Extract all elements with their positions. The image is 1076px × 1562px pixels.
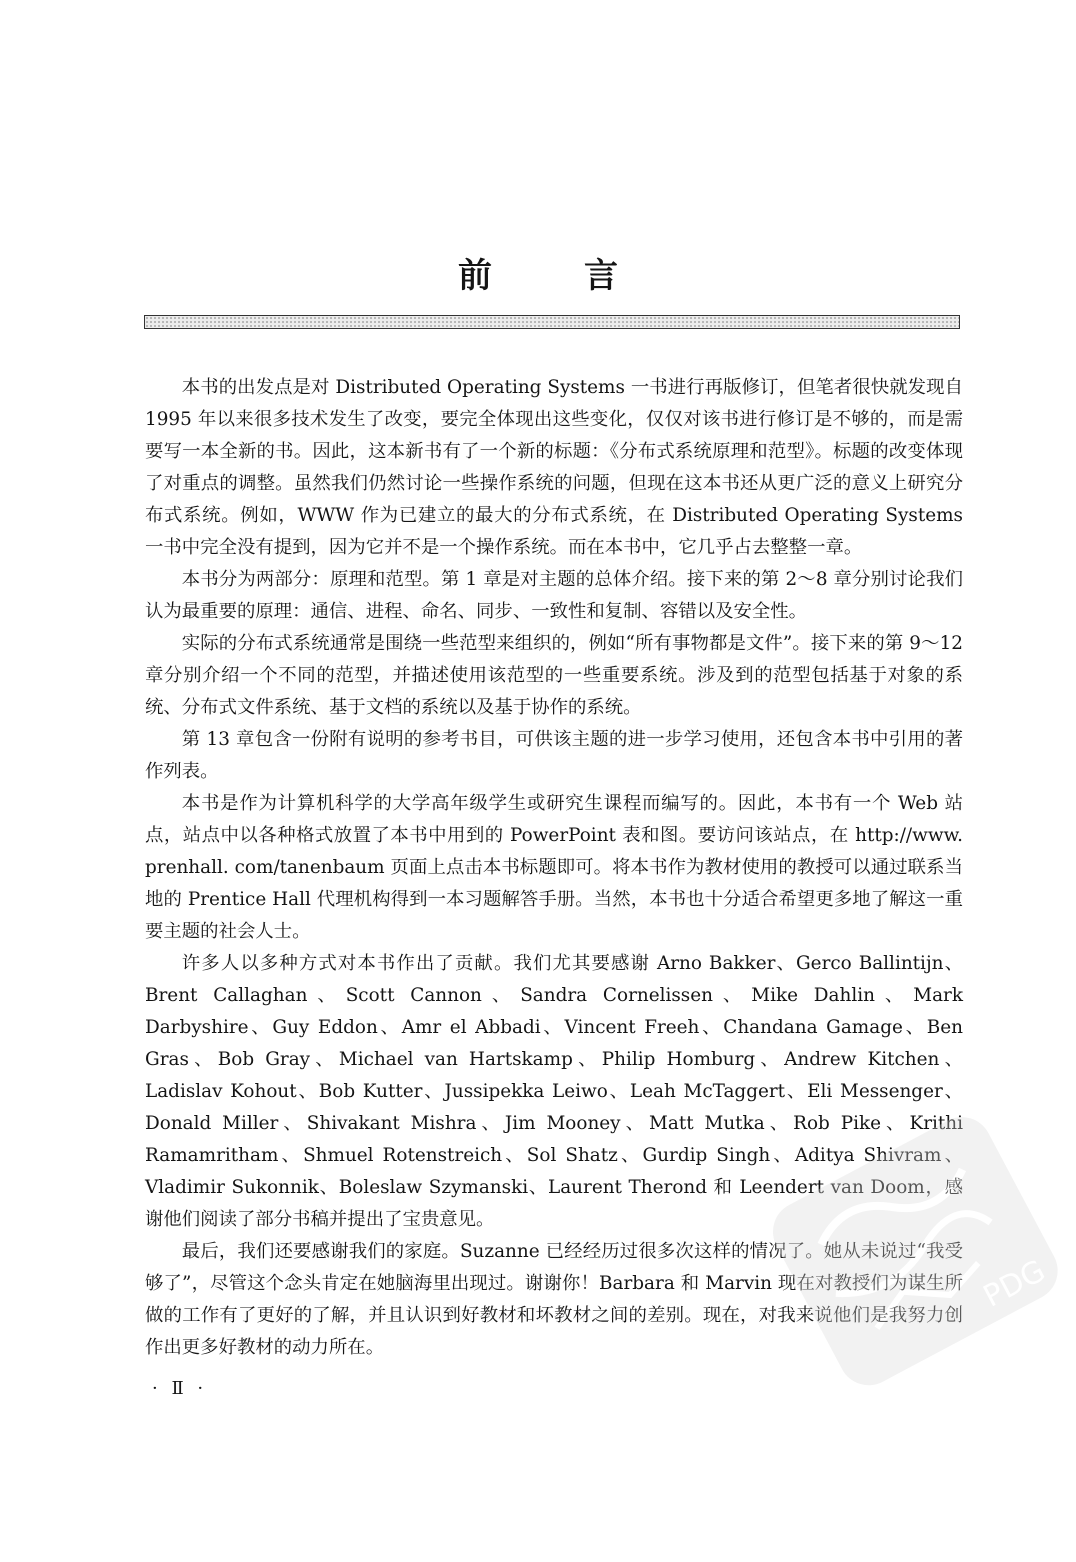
paragraph-1: 本书的出发点是对 Distributed Operating Systems 一书进行再版修订，但笔者很快就发现自 1995 年以来很多技术发生了改变，要完全体现出这些变化，仅仅对该书进行修订是不够的，而是需要写一本全新的书。因此，这本新书有了一个新的标题：《分布式系统原理和范型》。标题的改变体现了对重点的调整。虽然我们仍然讨论一些操作系统的问题，但现在这本书还从更广泛的意义上研究分布式系统。例如，WWW 作为已建立的最大的分布式系统，在 Distributed Operating Systems 一书中完全没有提到，因为它并不是一个操作系统。而在本书中，它几乎占去整整一章。 <box>145 377 963 558</box>
paragraph-2: 本书分为两部分：原理和范型。第 1 章是对主题的总体介绍。接下来的第 2～8 章分别讨论我们认为最重要的原理：通信、进程、命名、同步、一致性和复制、容错以及安全性。 <box>145 569 963 622</box>
page-title <box>0 248 1076 297</box>
page-number: · Ⅱ · <box>152 1378 208 1399</box>
paragraph-5: 本书是作为计算机科学的大学高年级学生或研究生课程而编写的。因此，本书有一个 Web 站点，站点中以各种格式放置了本书中用到的 PowerPoint 表和图。要访问该站点，在 http://www. prenhall. com/tanenbaum 页面上点击本书标题即可。将本书作为教材使用的教授可以通过联系当地的 Prentice Hall 代理机构得到一本习题解答手册。当然，本书也十分适合希望更多地了解这一重要主题的社会人士。 <box>145 793 963 942</box>
paragraph-6: 许多人以多种方式对本书作出了贡献。我们尤其要感谢 Arno Bakker、Gerco Ballintijn、Brent Callaghan、Scott Cannon、Sandra Cornelissen、Mike Dahlin、Mark Darbyshire、Guy Eddon、Amr el Abbadi、Vincent Freeh、Chandana Gamage、Ben Gras、Bob Gray、Michael van Hartskamp、Philip Homburg、Andrew Kitchen、Ladislav Kohout、Bob Kutter、Jussipekka Leiwo、Leah McTaggert、Eli Messenger、Donald Miller、Shivakant Mishra、Jim Mooney、Matt Mutka、Rob Pike、Krithi Ramamritham、Shmuel Rotenstreich、Sol Shatz、Gurdip Singh、Aditya Shivram、Vladimir Sukonnik、Boleslaw Szymanski、Laurent Therond 和 Leendert van Doom，感谢他们阅读了部分书稿并提出了宝贵意见。 <box>145 953 963 1230</box>
paragraph-7: 最后，我们还要感谢我们的家庭。Suzanne 已经经历过很多次这样的情况了。她从未说过“我受够了”，尽管这个念头肯定在她脑海里出现过。谢谢你！Barbara 和 Marvin 现在对教授们为谋生所做的工作有了更好的了解，并且认识到好教材和坏教材之间的差别。现在，对我来说他们是我努力创作出更多好教材的动力所在。 <box>145 1241 963 1358</box>
watermark-text: PDG <box>977 1253 1052 1315</box>
paragraph-4: 第 13 章包含一份附有说明的参考书目，可供该主题的进一步学习使用，还包含本书中引用的著作列表。 <box>145 729 963 782</box>
title-char-1: 前 <box>458 256 492 296</box>
title-char-2: 言 <box>584 256 618 296</box>
paragraph-3: 实际的分布式系统通常是围绕一些范型来组织的，例如“所有事物都是文件”。接下来的第 9～12 章分别介绍一个不同的范型，并描述使用该范型的一些重要系统。涉及到的范型包括基于对象的系统、分布式文件系统、基于文档的系统以及基于协作的系统。 <box>145 633 963 718</box>
watermark-stamp-icon <box>760 1110 1076 1410</box>
title-divider <box>144 315 960 329</box>
